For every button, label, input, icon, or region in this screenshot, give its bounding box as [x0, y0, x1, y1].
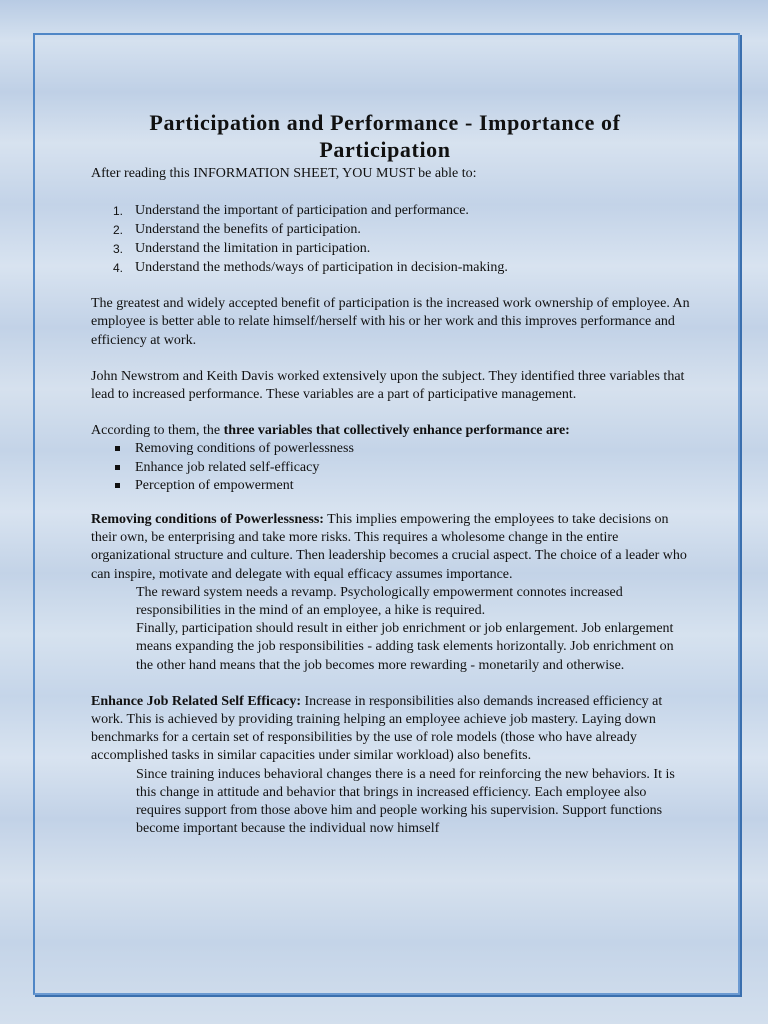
list-item: 1. Understand the important of participation and performance. [113, 203, 469, 219]
section-powerlessness: Removing conditions of Powerlessness: This implies empowering the employees to take decisions on their own, be enterprising and take more risks. This requires a wholesome change in the entire organizational structure and culture. Then leadership becomes a crucial aspect. The choice of a leader who can inspire, motivate and delegate with equal efficacy assumes importance. [91, 512, 687, 582]
section-heading: Enhance Job Related Self Efficacy: [91, 693, 301, 709]
section-self-efficacy: Enhance Job Related Self Efficacy: Increase in responsibilities also demands increased efficiency at work. This is achieved by providing training helping an employee achieve job mastery. Laying down benchmarks for a certain set of responsibilities by the use of role models (those who have already accomplished tasks in similar capacities under similar workload) also benefits. [91, 693, 663, 764]
page-title: Participation and Performance - Importance of Participation [149, 109, 621, 162]
list-item: Enhance job related self-efficacy [91, 459, 691, 477]
list-item: 4. Understand the methods/ways of participation in decision-making. [113, 260, 508, 276]
indented-paragraph: Finally, participation should result in either job enrichment or job enlargement. Job enlargement means expanding the job responsibilities - adding task elements horizontally. Job enrichment on the other hand means that the job becomes more rewarding - monetarily and otherwise. [136, 621, 674, 673]
indented-paragraph: Since training induces behavioral changes there is a need for reinforcing the new behaviors. It is this change in attitude and behavior that brings in increased efficiency. Each employee also requires support from those above him and people working his supervision. Support functions become important because the individual now himself [136, 766, 675, 837]
document-body [91, 165, 691, 838]
variables-list [91, 440, 691, 495]
list-item: 2. Understand the benefits of participation. [113, 222, 361, 238]
paragraph-three-variables: According to them, the three variables that collectively enhance performance are: [91, 423, 570, 439]
list-item: 3. Understand the limitation in participation. [113, 241, 371, 257]
bullet-icon [115, 483, 120, 488]
paragraph-newstrom-davis: John Newstrom and Keith Davis worked extensively upon the subject. They identified three variables that lead to increased performance. These variables are a part of participative management. [91, 368, 685, 403]
indented-paragraph: The reward system needs a revamp. Psychologically empowerment connotes increased responsibilities in the mind of an employee, a hike is required. [136, 584, 623, 619]
objectives-list [91, 201, 691, 277]
list-item: Removing conditions of powerlessness [91, 440, 691, 458]
intro-text: After reading this INFORMATION SHEET, YOU MUST be able to: [91, 166, 477, 181]
list-item: Perception of empowerment [91, 477, 691, 495]
paragraph-benefit: The greatest and widely accepted benefit of participation is the increased work ownership of employee. An employee is better able to relate himself/herself with his or her work and this improves performance and efficiency at work. [91, 296, 690, 348]
section-heading: Removing conditions of Powerlessness: [91, 512, 324, 528]
bullet-icon [115, 446, 120, 451]
bullet-icon [115, 465, 120, 470]
